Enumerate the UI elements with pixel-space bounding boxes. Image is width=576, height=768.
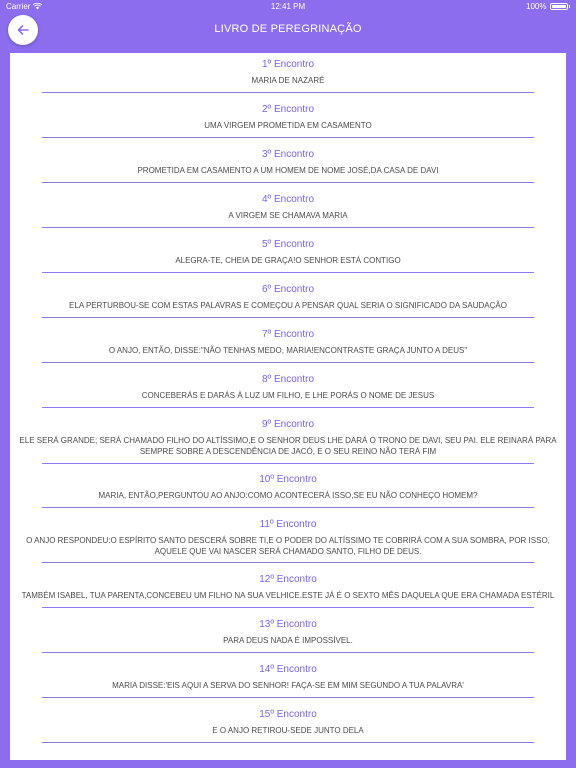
list-item[interactable] [10,419,566,457]
encounter-list [10,53,566,760]
clock: 12:41 PM [270,2,306,11]
list-item[interactable] [10,374,566,401]
divider [42,507,534,508]
encounter-text: UMA VIRGEM PROMETIDA EM CASAMENTO [204,121,372,130]
encounter-text: O ANJO, ENTÃO, DISSE:"NÃO TENHAS MEDO, MARIA!ENCONTRASTE GRAÇA JUNTO A DEUS" [108,346,468,355]
list-item[interactable] [10,194,566,221]
battery-indicator [526,2,570,11]
encounter-text: MARIA DE NAZARÉ [251,76,325,85]
page-title: LIVRO DE PEREGRINAÇÃO [214,23,362,35]
encounter-title: 4º Encontro [261,194,315,205]
encounter-text: ELE SERÁ GRANDE; SERÁ CHAMADO FILHO DO ALTÍSSIMO,E O SENHOR DEUS LHE DARÁ O TRONO DE DAVI, SEU PAI. ELE REINARÁ PARA SEMPRE SOBRE A DESCENDÊNCIA DE JACÓ, E O SEU REINO NÃO TERÁ FIM [19,436,557,456]
encounter-text: A VIRGEM SE CHAMAVA MARIA [228,211,348,220]
divider [42,317,534,318]
divider [42,182,534,183]
encounter-text: MARIA DISSE:'EIS AQUI A SERVA DO SENHOR! FAÇA-SE EM MIM SEGUNDO A TUA PALAVRA' [112,681,464,690]
encounter-title: 10º Encontro [259,474,317,485]
encounter-title: 5º Encontro [261,239,315,250]
divider [42,463,534,464]
list-item[interactable] [10,104,566,131]
encounter-title: 14º Encontro [259,664,317,675]
nav-bar [0,14,576,54]
list-item[interactable] [10,284,566,311]
encounter-text: E O ANJO RETIROU-SEDE JUNTO DELA [212,726,364,735]
encounter-title: 8º Encontro [261,374,315,385]
divider [42,652,534,653]
divider [42,697,534,698]
list-item[interactable] [10,574,566,601]
divider [42,137,534,138]
encounter-title: 3º Encontro [261,149,315,160]
list-item[interactable] [10,59,566,86]
battery-tip [569,5,571,8]
encounter-title: 2º Encontro [261,104,315,115]
encounter-text: ELA PERTURBOU-SE COM ESTAS PALAVRAS E COMEÇOU A PENSAR QUAL SERIA O SIGNIFICADO DA SAUDAÇÃO [69,301,507,310]
encounter-text: PROMETIDA EM CASAMENTO A UM HOMEM DE NOME JOSÉ,DA CASA DE DAVI [137,166,439,175]
encounter-text: PARA DEUS NADA É IMPOSSÍVEL. [223,636,353,645]
list-item[interactable] [10,664,566,691]
divider [42,362,534,363]
status-bar [0,0,576,14]
divider [42,92,534,93]
list-item[interactable] [10,239,566,266]
encounter-text: MARIA, ENTÃO,PERGUNTOU AO ANJO:COMO ACONTECERÁ ISSO,SE EU NÃO CONHEÇO HOMEM? [98,491,478,500]
list-item[interactable] [10,709,566,736]
encounter-text: O ANJO RESPONDEU:O ESPÍRITO SANTO DESCERÁ SOBRE TI,E O PODER DO ALTÍSSIMO TE COBRIRÁ COM A SUA SOMBRA, POR ISSO, AQUELE QUE VAI NASCER SERÁ CHAMADO SANTO, FILHO DE DEUS. [26,536,550,556]
encounter-text: ALEGRA-TE, CHEIA DE GRAÇA!O SENHOR ESTÁ CONTIGO [175,256,401,265]
encounter-title: 6º Encontro [261,284,315,295]
list-item[interactable] [10,329,566,356]
encounter-title: 9º Encontro [261,419,315,430]
list-item[interactable] [10,474,566,501]
encounter-title: 1º Encontro [261,59,315,70]
encounter-title: 7º Encontro [261,329,315,340]
divider [42,272,534,273]
divider [42,607,534,608]
carrier-label: Carrier [6,2,31,11]
encounter-text: CONCEBERÁS E DARÁS À LUZ UM FILHO, E LHE PORÁS O NOME DE JESUS [141,391,435,400]
encounter-title: 13º Encontro [259,619,317,630]
list-item[interactable] [10,619,566,646]
battery-icon [550,3,568,10]
encounter-title: 15º Encontro [259,709,317,720]
encounter-title: 11º Encontro [259,519,317,530]
list-item[interactable] [10,519,566,557]
divider [42,227,534,228]
encounter-title: 12º Encontro [259,574,317,585]
encounter-text: TAMBÉM ISABEL, TUA PARENTA,CONCEBEU UM FILHO NA SUA VELHICE.ESTE JÁ É O SEXTO MÊS DAQUELA QUE ERA CHAMADA ESTÉRIL [21,591,555,600]
divider [42,407,534,408]
divider [42,562,534,563]
battery-percent: 100% [526,2,547,11]
divider [42,742,534,743]
list-item[interactable] [10,149,566,176]
